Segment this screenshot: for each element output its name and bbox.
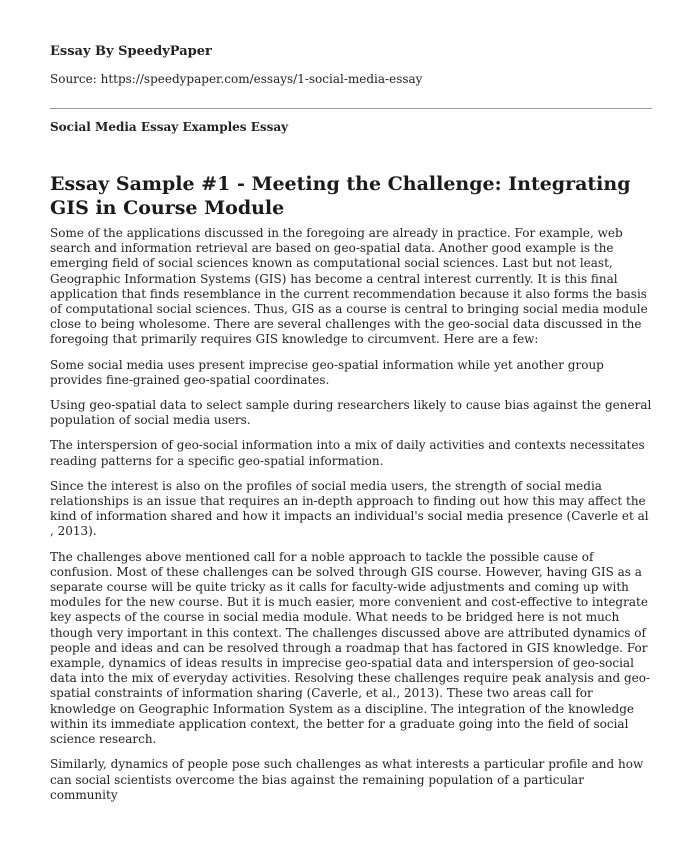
essay-paragraph: The interspersion of geo-social information into a mix of daily activities and contexts necessitates reading patterns for a specific geo-spatial information. bbox=[50, 438, 645, 468]
essay-body bbox=[50, 226, 652, 813]
essay-paragraph: The challenges above mentioned call for a noble approach to tackle the possible cause of confusion. Most of these challenges can be solved through GIS course. However, having GIS as a separate course will be quite tricky as it calls for faculty-wide adjustments and coming up with modules for the new course. But it is much easier, more convenient and cost-effective to integrate key aspects of the course in social media module. What needs to be bridged here is not much though very important in this context. The challenges discussed above are attributed dynamics of people and ideas and can be resolved through a roadmap that has factored in GIS knowledge. For example, dynamics of ideas results in imprecise geo-spatial data and interspersion of geo-social data into the mix of everyday activities. Resolving these challenges require peak analysis and geo-spatial constraints of information sharing (Caverle, et al., 2013). These two areas call for knowledge on Geographic Information System as a discipline. The integration of the knowledge within its immediate application context, the better for a graduate going into the field of social science research. bbox=[50, 549, 651, 747]
essay-paragraph: Since the interest is also on the profiles of social media users, the strength of social media relationships is an issue that requires an in-depth approach to finding out how this may affect the kind of information shared and how it impacts an individual's social media presence (Caverle et al , 2013). bbox=[50, 478, 649, 539]
essay-title: Essay Sample #1 - Meeting the Challenge: Integrating GIS in Course Module bbox=[50, 173, 631, 219]
essay-paragraph: Similarly, dynamics of people pose such challenges as what interests a particular profile and how can social scientists overcome the bias against the remaining population of a particular community bbox=[50, 757, 644, 802]
document-header-title: Essay By SpeedyPaper bbox=[50, 44, 212, 59]
essay-paragraph: Some social media uses present imprecise geo-spatial information while yet another group provides fine-grained geo-spatial coordinates. bbox=[50, 357, 604, 387]
source-line: Source: https://speedypaper.com/essays/1-social-media-essay bbox=[50, 72, 423, 86]
essay-paragraph: Some of the applications discussed in the foregoing are already in practice. For example, web search and information retrieval are based on geo-spatial data. Another good example is the emerging field of social sciences known as computational social sciences. Last but not least, Geographic Information Systems (GIS) has become a central interest currently. It is this final application that finds resemblance in the current recommendation because it also forms the basis of computational social sciences. Thus, GIS as a course is central to bringing social media module close to being wholesome. There are several challenges with the geo-social data discussed in the foregoing that primarily requires GIS knowledge to circumvent. Here are a few: bbox=[50, 226, 648, 347]
essay-paragraph: Using geo-spatial data to select sample during researchers likely to cause bias against the general population of social media users. bbox=[50, 398, 652, 428]
header-divider bbox=[50, 108, 652, 109]
section-title: Social Media Essay Examples Essay bbox=[50, 120, 289, 134]
